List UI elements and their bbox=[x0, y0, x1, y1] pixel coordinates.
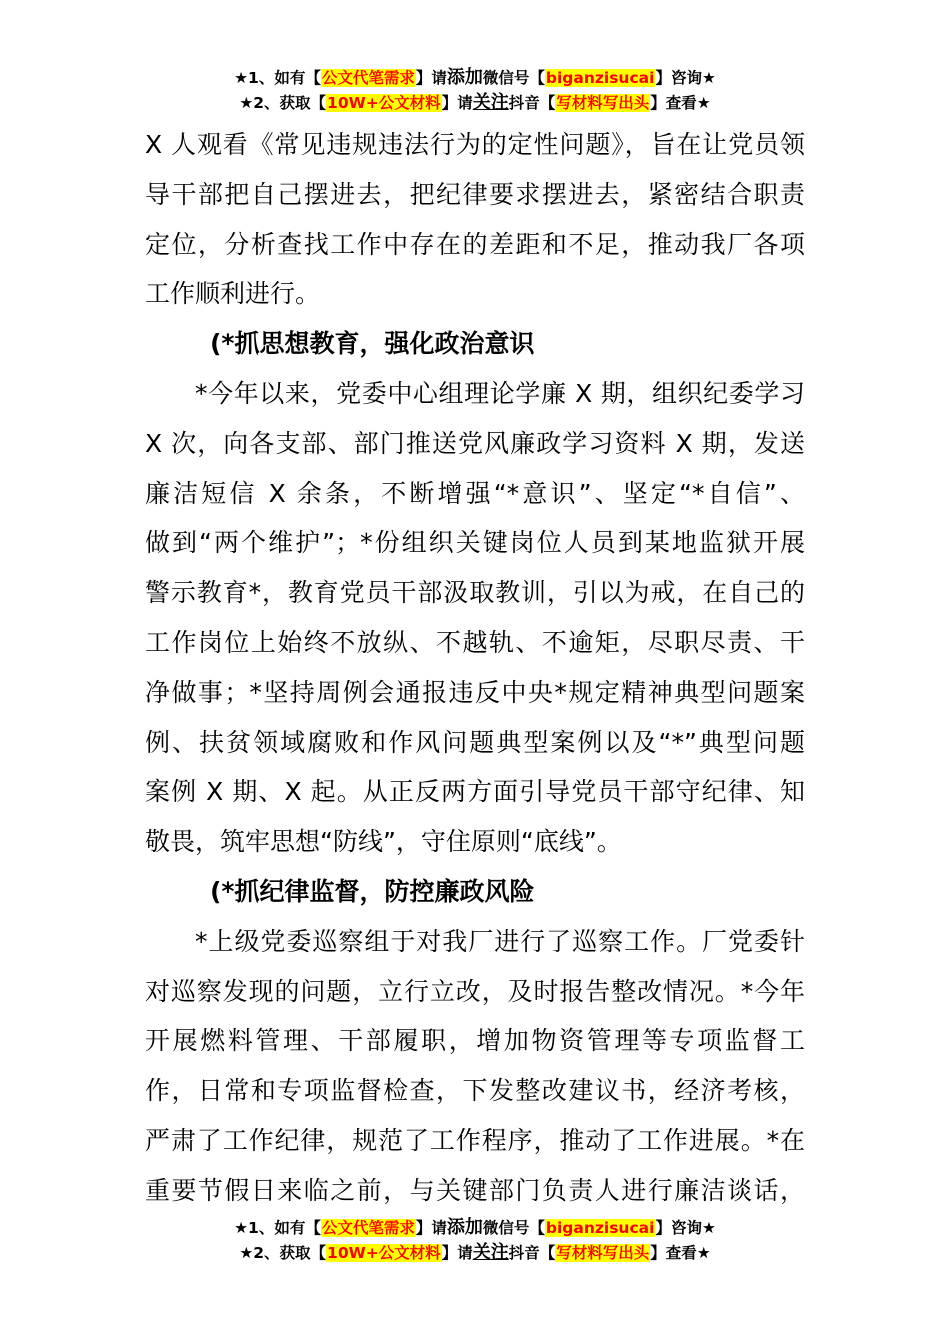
header-line-1 bbox=[0, 65, 950, 90]
text-line: X 人观看《常见违规违法行为的定性问题》，旨在让党员领 bbox=[145, 130, 805, 159]
header-line-2-highlight-materials: 10W+公文材料 bbox=[327, 94, 441, 112]
header-line-2-join: 】请 bbox=[441, 94, 473, 112]
header-line-2-emphasis: 关注 bbox=[472, 92, 509, 113]
text-line: 严肃了工作纪律，规范了工作程序，推动了工作进展。*在 bbox=[145, 1125, 805, 1155]
footer-line-2-prefix: ★2、获取【 bbox=[239, 1244, 327, 1262]
text-line: 工作岗位上始终不放纵、不越轨、不逾矩，尽职尽责、干 bbox=[145, 627, 805, 657]
text-line: 导干部把自己摆进去，把纪律要求摆进去，紧密结合职责 bbox=[145, 179, 805, 209]
footer-banner bbox=[0, 1215, 950, 1265]
footer-line-2-highlight-materials: 10W+公文材料 bbox=[327, 1244, 441, 1262]
header-line-1-emphasis: 添加 bbox=[446, 67, 483, 88]
header-line-1-join: 】请 bbox=[415, 69, 447, 87]
footer-line-1-highlight-service: 公文代笔需求 bbox=[321, 1219, 415, 1237]
text-line: 例、扶贫领域腐败和作风问题典型案例以及“*”典型问题 bbox=[145, 727, 805, 757]
footer-line-2-highlight-account: 写材料写出头 bbox=[556, 1244, 650, 1262]
section-heading-ideological-education: (*抓思想教育，强化政治意识 bbox=[210, 329, 535, 359]
footer-line-2-suffix: 】查看★ bbox=[650, 1244, 711, 1262]
text-line: 定位，分析查找工作中存在的差距和不足，推动我厂各项 bbox=[145, 229, 805, 259]
text-line: X 次，向各支部、部门推送党风廉政学习资料 X 期，发送 bbox=[145, 428, 805, 458]
header-line-2 bbox=[0, 90, 950, 115]
header-banner bbox=[0, 65, 950, 115]
text-line: 敬畏，筑牢思想“防线”，守住原则“底线”。 bbox=[145, 827, 622, 857]
header-line-1-suffix: 】咨询★ bbox=[655, 69, 716, 87]
text-line: 作，日常和专项监督检查，下发整改建议书，经济考核， bbox=[145, 1076, 805, 1106]
header-line-1-join-b: 微信号【 bbox=[482, 69, 545, 87]
footer-line-2-join-b: 抖音【 bbox=[508, 1244, 556, 1262]
footer-line-1-join-b: 微信号【 bbox=[482, 1219, 545, 1237]
header-line-2-suffix: 】查看★ bbox=[650, 94, 711, 112]
text-line: 开展燃料管理、干部履职，增加物资管理等专项监督工 bbox=[145, 1026, 805, 1056]
text-line: *今年以来，党委中心组理论学廉 X 期，组织纪委学习 bbox=[195, 378, 805, 408]
header-line-1-highlight-wechat: biganzisucai bbox=[545, 69, 655, 87]
header-line-1-prefix: ★1、如有【 bbox=[234, 69, 321, 87]
text-line: *上级党委巡察组于对我厂进行了巡察工作。厂党委针 bbox=[195, 926, 805, 956]
header-line-2-prefix: ★2、获取【 bbox=[239, 94, 327, 112]
header-line-1-highlight-service: 公文代笔需求 bbox=[321, 69, 415, 87]
footer-line-1-prefix: ★1、如有【 bbox=[234, 1219, 321, 1237]
document-body bbox=[145, 120, 805, 1216]
text-line: 做到“两个维护”；*份组织关键岗位人员到某地监狱开展 bbox=[145, 528, 805, 558]
text-line: 案例 X 期、X 起。从正反两方面引导党员干部守纪律、知 bbox=[145, 777, 805, 807]
footer-line-2 bbox=[0, 1240, 950, 1265]
header-line-2-join-b: 抖音【 bbox=[508, 94, 556, 112]
text-line: 对巡察发现的问题，立行立改，及时报告整改情况。*今年 bbox=[145, 976, 805, 1006]
footer-line-2-join: 】请 bbox=[441, 1244, 473, 1262]
footer-line-1 bbox=[0, 1215, 950, 1240]
footer-line-1-highlight-wechat: biganzisucai bbox=[545, 1219, 655, 1237]
footer-line-2-emphasis: 关注 bbox=[472, 1242, 509, 1263]
text-line: 净做事；*坚持周例会通报违反中央*规定精神典型问题案 bbox=[145, 677, 805, 707]
footer-line-1-suffix: 】咨询★ bbox=[655, 1219, 716, 1237]
text-line: 警示教育*，教育党员干部汲取教训，引以为戒，在自己的 bbox=[145, 578, 805, 608]
paragraph-ideological-education bbox=[145, 369, 805, 867]
section-heading-discipline-supervision: (*抓纪律监督，防控廉政风险 bbox=[210, 876, 535, 906]
text-line: 廉洁短信 X 余条，不断增强“*意识”、坚定“*自信”、 bbox=[145, 478, 805, 508]
paragraph-continuation bbox=[145, 120, 805, 319]
paragraph-discipline-supervision bbox=[145, 917, 805, 1216]
text-line: 重要节假日来临之前，与关键部门负责人进行廉洁谈话， bbox=[145, 1175, 805, 1205]
text-line: 工作顺利进行。 bbox=[145, 279, 321, 309]
footer-line-1-emphasis: 添加 bbox=[446, 1217, 483, 1238]
header-line-2-highlight-account: 写材料写出头 bbox=[556, 94, 650, 112]
footer-line-1-join: 】请 bbox=[415, 1219, 447, 1237]
